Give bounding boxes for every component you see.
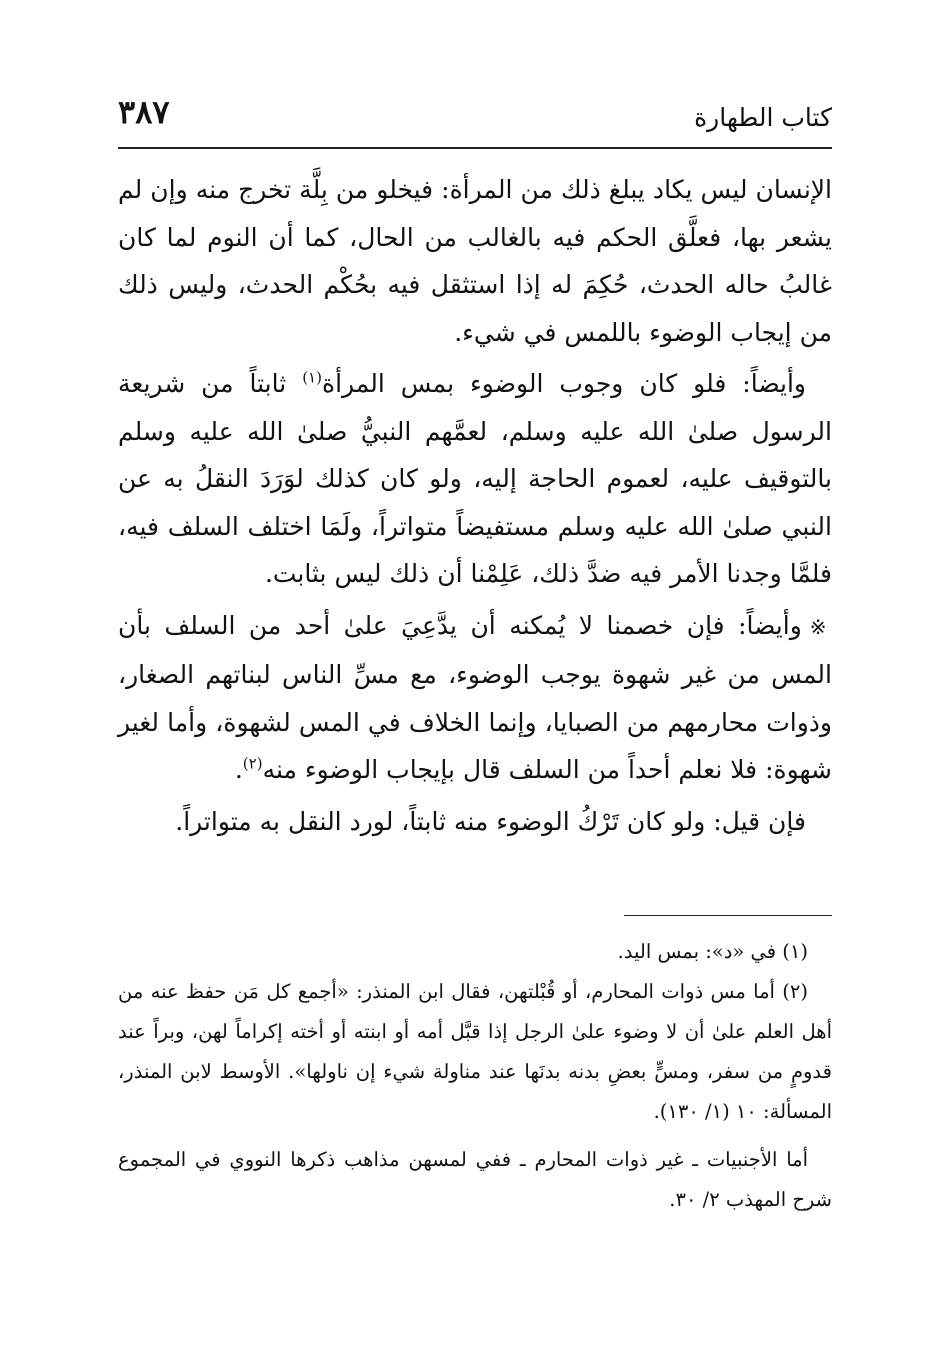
paragraph-2 xyxy=(118,360,832,598)
chapter-title: كتاب الطهارة xyxy=(694,103,832,132)
paragraph-3-text-a: وأيضاً: فإن خصمنا لا يُمكنه أن يدَّعِيَ علىٰ أحد من السلف بأن المس من غير شهوة يوجب الوضوء، مع مسِّ الناس لبناتهم الصغار، وذوات محارمهم من الصبايا، وإنما الخلاف في المس لشهوة، وأما لغير شهوة: فلا نعلم أحداً من السلف قال بإيجاب الوضوء منه xyxy=(118,610,832,784)
paragraph-2-text-b: ثابتاً من شريعة الرسول صلىٰ الله عليه وسلم، لعمَّهم النبيُّ صلىٰ الله عليه وسلم بالتوقيف عليه، لعموم الحاجة إليه، ولو كان كذلك لوَرَدَ النقلُ به عن النبي صلىٰ الله عليه وسلم مستفيضاً متواتراً، ولَمَا اختلف السلف فيه، فلمَّا وجدنا الأمر فيه ضدَّ ذلك، عَلِمْنا أن ذلك ليس بثابت. xyxy=(118,369,832,588)
footnote-divider xyxy=(624,915,832,916)
asterisk-marker-icon: ※ xyxy=(809,614,832,639)
footnote-ref-2: (٢) xyxy=(242,754,263,773)
footnote-2: (٢) أما مس ذوات المحارم، أو قُبْلتهن، فقال ابن المنذر: «أجمع كل مَن حفظ عنه من أهل العلم علىٰ أن لا وضوء علىٰ الرجل إذا قبَّل أمه أو ابنته أو أخته إكراماً لهن، وبراً عند قدومٍ من سفر، ومسٍّ بعضِ بدنه بدنَها عند مناولة شيء إن ناولها». الأوسط لابن المنذر، المسألة: ١٠ (١/ ١٣٠). xyxy=(118,980,832,1123)
page-header xyxy=(118,92,832,142)
paragraph-3-text-b: . xyxy=(234,755,243,784)
footnote-2-continuation: أما الأجنبيات ـ غير ذوات المحارم ـ ففي لمسهن مذاهب ذكرها النووي في المجموع شرح المهذب ٢/ ٣٠. xyxy=(118,1148,832,1211)
page-number: ٣٨٧ xyxy=(118,93,170,131)
header-divider xyxy=(118,147,832,149)
paragraph-1: الإنسان ليس يكاد يبلغ ذلك من المرأة: فيخلو من بِلَّة تخرج منه وإن لم يشعر بها، فعلَّق الحكم فيه بالغالب من الحال، كما أن النوم لما كان غالبُ حاله الحدث، حُكِمَ له إذا استثقل فيه بحُكْم الحدث، وليس ذلك من إيجاب الوضوء باللمس في شيء. xyxy=(118,175,832,347)
footnote-1: (١) في «د»: بمس اليد. xyxy=(617,940,808,963)
footnote-ref-1: (١) xyxy=(302,368,322,387)
footnotes xyxy=(118,932,832,1220)
paragraph-4: فإن قيل: ولو كان تَرْكُ الوضوء منه ثابتاً، لورد النقل به متواتراً. xyxy=(175,806,806,836)
paragraph-2-text-a: وأيضاً: فلو كان وجوب الوضوء بمس المرأة xyxy=(321,369,806,398)
main-text xyxy=(118,166,832,845)
paragraph-3 xyxy=(118,602,832,794)
